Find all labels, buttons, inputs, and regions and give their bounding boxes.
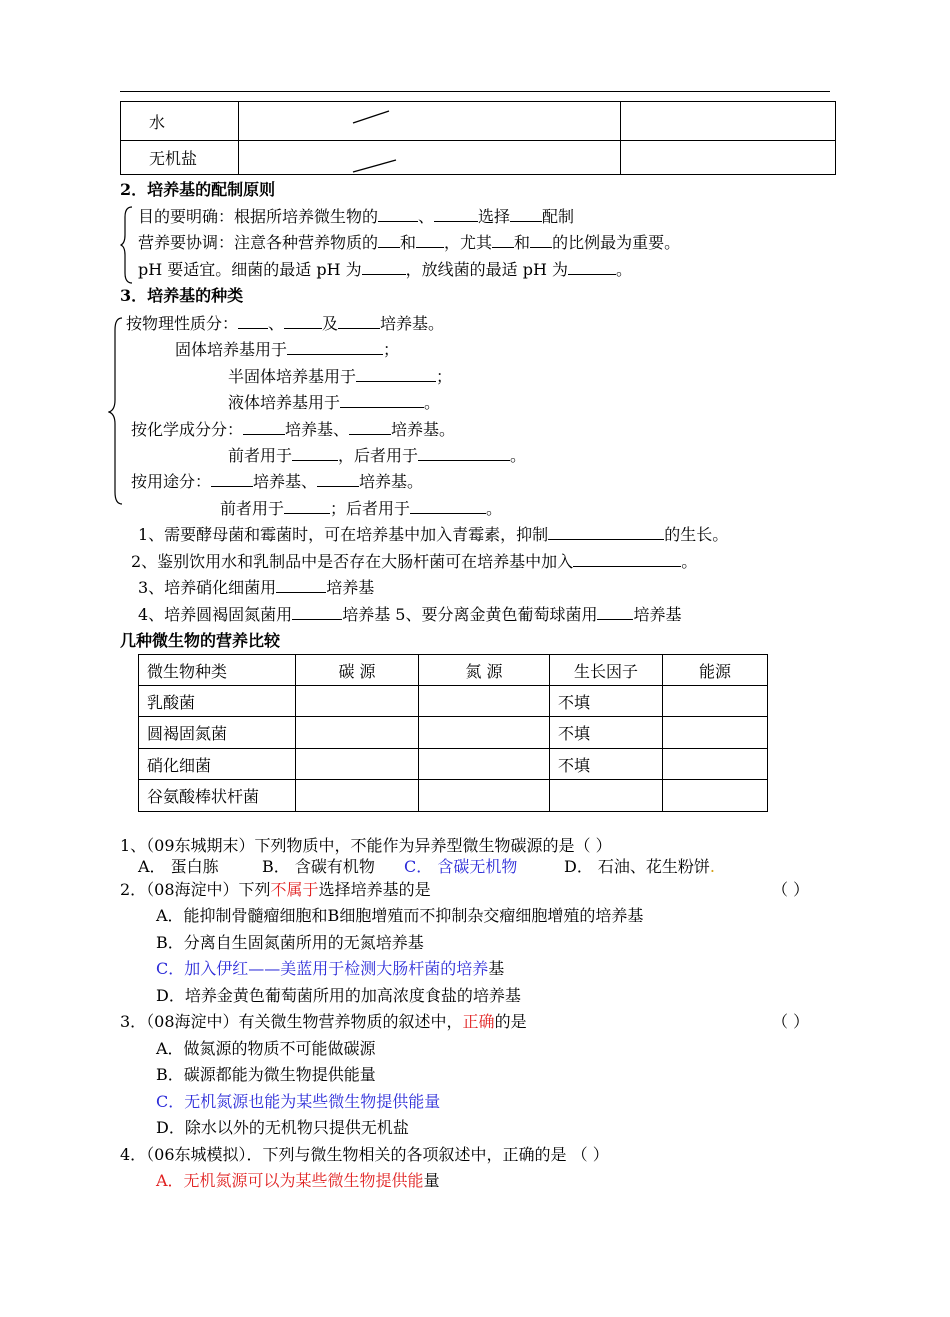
solid-line: 固体培养基用于 ； (175, 340, 400, 359)
table-cell: 水 (121, 102, 239, 141)
q1-option-a: A． 蛋白胨 (138, 857, 219, 876)
item-4: 4、培养圆褐固氮菌用 培养基 5、要分离金黄色葡萄球菌用 培养基 (138, 605, 682, 624)
section-2-title: 2．培养基的配制原则 (120, 180, 276, 199)
table-cell: 不填 (550, 717, 663, 749)
table-cell: 圆褐固氮菌 (139, 717, 296, 749)
semi-line: 半固体培养基用于 ； (228, 367, 453, 386)
table-cell (296, 749, 419, 780)
header-cell: 能源 (663, 655, 768, 686)
table-cell (296, 717, 419, 749)
top-table (120, 101, 836, 175)
header-cell: 碳 源 (296, 655, 419, 686)
table-cell (620, 141, 835, 175)
table-cell (419, 686, 550, 717)
q3-stem: 3．（08海淀中）有关微生物营养物质的叙述中，正确的是 (120, 1012, 527, 1031)
table-cell (239, 102, 621, 141)
table-cell (239, 141, 621, 175)
phys-line: 按物理性质分： 、 及 培养基。 (126, 314, 445, 333)
q2-stem: 2．（08海淀中）下列不属于选择培养基的是 (120, 880, 431, 899)
table-row (139, 749, 768, 780)
table-row (139, 686, 768, 717)
q1-option-c: C． 含碳无机物 (404, 857, 518, 876)
q4-stem: 4．（06东城模拟）．下列与微生物相关的各项叙述中，正确的是 （ ） (120, 1145, 609, 1164)
table-cell: 不填 (550, 749, 663, 780)
brace-icon (108, 316, 124, 506)
q2-option-b: B．分离自生固氮菌所用的无氮培养基 (156, 933, 424, 952)
q3-option-c: C．无机氮源也能为某些微生物提供能量 (156, 1092, 441, 1111)
section-3-title: 3．培养基的种类 (120, 286, 244, 305)
table-row (139, 780, 768, 812)
table-cell (550, 780, 663, 812)
compare-title: 几种微生物的营养比较 (120, 631, 281, 650)
q2-answer-paren: （ ） (772, 880, 810, 899)
q2-option-c: C．加入伊红——美蓝用于检测大肠杆菌的培养基 (156, 959, 505, 978)
diagonal-mark (351, 157, 401, 177)
compare-table (138, 654, 768, 812)
table-cell: 谷氨酸棒状杆菌 (139, 780, 296, 812)
q2-option-a: A．能抑制骨髓瘤细胞和B细胞增殖而不抑制杂交瘤细胞增殖的培养基 (156, 906, 644, 925)
item-2: 2、鉴别饮用水和乳制品中是否存在大肠杆菌可在培养基中加入 。 (131, 552, 698, 571)
q3-option-b: B．碳源都能为微生物提供能量 (156, 1065, 376, 1084)
chem-use-line: 前者用于 ，后者用于 。 (228, 446, 527, 465)
q1-option-b: B． 含碳有机物 (262, 857, 375, 876)
principle-line-1: 目的要明确：根据所培养微生物的 、 选择 配制 (138, 207, 575, 226)
chem-line: 按化学成分分： 培养基、 培养基。 (131, 420, 456, 439)
table-cell (296, 686, 419, 717)
header-cell: 氮 源 (419, 655, 550, 686)
table-cell (663, 780, 768, 812)
table-cell: 乳酸菌 (139, 686, 296, 717)
diagonal-mark (351, 108, 401, 128)
table-cell: 硝化细菌 (139, 749, 296, 780)
table-cell (419, 749, 550, 780)
table-cell (419, 717, 550, 749)
brace-icon (120, 205, 134, 285)
item-1: 1、需要酵母菌和霉菌时，可在培养基中加入青霉素，抑制 的生长。 (138, 525, 729, 544)
q3-option-a: A．做氮源的物质不可能做碳源 (156, 1039, 376, 1058)
table-cell: 不填 (550, 686, 663, 717)
table-cell (663, 749, 768, 780)
q1-stem: 1、（09东城期末）下列物质中，不能作为异养型微生物碳源的是（ ） (120, 836, 612, 855)
table-cell (663, 717, 768, 749)
header-rule (120, 91, 830, 92)
header-cell: 微生物种类 (139, 655, 296, 686)
header-cell: 生长因子 (550, 655, 663, 686)
table-cell (663, 686, 768, 717)
liquid-line: 液体培养基用于 。 (228, 393, 441, 412)
q3-option-d: D．除水以外的无机物只提供无机盐 (156, 1118, 409, 1137)
q3-answer-paren: （ ） (772, 1012, 810, 1031)
q4-option-a: A．无机氮源可以为某些微生物提供能量 (156, 1171, 440, 1190)
q1-option-d: D． 石油、花生粉饼. (564, 857, 716, 876)
table-cell (620, 102, 835, 141)
item-3: 3、培养硝化细菌用 培养基 (138, 578, 375, 597)
use-use-line: 前者用于 ；后者用于 。 (220, 499, 503, 518)
principle-line-3: pH 要适宜。细菌的最适 pH 为 ，放线菌的最适 pH 为 。 (138, 260, 633, 279)
table-cell (296, 780, 419, 812)
table-cell (419, 780, 550, 812)
q2-option-d: D．培养金黄色葡萄菌所用的加高浓度食盐的培养基 (156, 986, 521, 1005)
principle-line-2: 营养要协调：注意各种营养物质的 和 ，尤其 和 的比例最为重要。 (138, 233, 681, 252)
table-cell: 无机盐 (121, 141, 239, 175)
table-row (139, 717, 768, 749)
use-line: 按用途分： 培养基、 培养基。 (131, 472, 424, 491)
